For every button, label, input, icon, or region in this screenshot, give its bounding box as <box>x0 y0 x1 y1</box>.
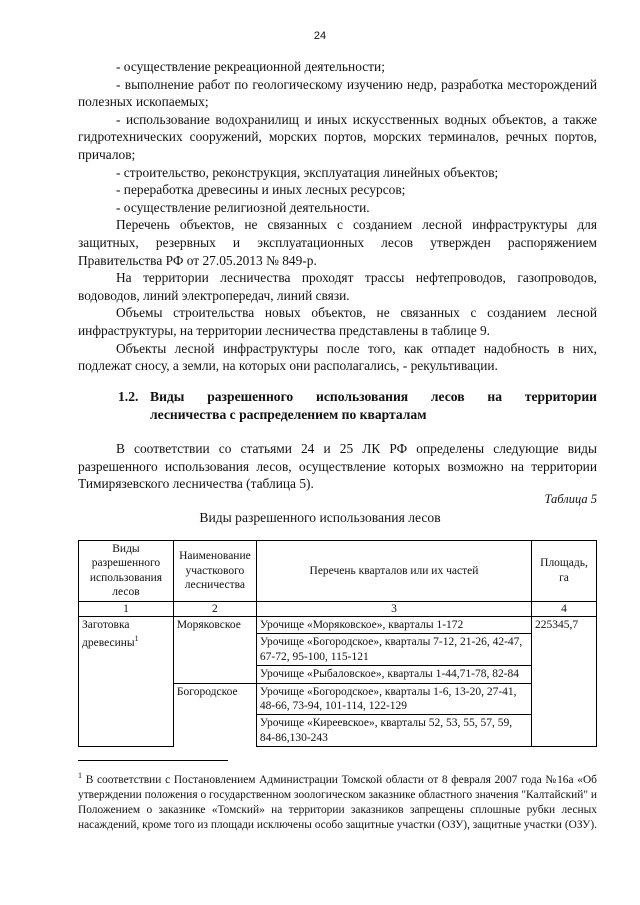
list-item-wood-processing: - переработка древесины и иных лесных ресурсов; <box>116 182 406 198</box>
cell-use-type: Заготовка древесины$^1$ <box>79 617 174 747</box>
cell-area: 225345,7 <box>532 617 597 747</box>
header-quarters: Перечень кварталов или их частей <box>256 541 531 602</box>
cell-quarters: Урочище «Богородское», кварталы 7-12, 21-26, 42-47, 67-72, 95-100, 115-121 <box>256 634 531 666</box>
list-item-recreation: - осуществление рекреационной деятельности; <box>116 59 385 74</box>
header-use-type: Виды разрешенного использования лесов <box>79 541 174 602</box>
table-column-numbers-row <box>79 601 597 616</box>
section-title-line2: лесничества с распределением по кварталам <box>150 406 427 422</box>
col-number-1: 1 <box>79 601 174 616</box>
footnote <box>78 768 597 833</box>
col-number-3: 3 <box>256 601 531 616</box>
col-number-4: 4 <box>532 601 597 616</box>
section-title-line1: Виды разрешенного использования лесов на территории <box>150 389 597 404</box>
paragraph-intro: В соответствии со статьями 24 и 25 ЛК РФ определены следующие виды разрешенного использования лесов, осуществление которых возможно на территории Тимирязевского лесничества (таблица 5). <box>78 441 597 492</box>
page-number: 24 <box>313 30 327 42</box>
header-area: Площадь, га <box>532 541 597 602</box>
footnote-separator <box>78 760 228 761</box>
cell-forestry-moryakovskoe: Моряковское <box>173 617 256 684</box>
table-title: Виды разрешенного использования лесов <box>199 510 441 525</box>
footnote-text: В соответствии с Постановлением Администрации Томской области от 8 февраля 2007 года №16а «Об утверждении положения о государственном зоологическом заказнике областного значения "Калтайский" и Положением о заказнике «Томский» на территории заказников запрещены сплошные рубки лесных насаждений, кроме того из площади исключены особо защитные участки (ОЗУ), защитные участки (ОЗУ). <box>78 773 597 831</box>
cell-quarters: Урочище «Рыбаловское», кварталы 1-44,71-78, 82-84 <box>256 666 531 683</box>
footnote-ref: 1 <box>134 634 139 644</box>
paragraph-pipelines: На территории лесничества проходят трассы нефтепроводов, газопроводов, водоводов, линий электропередач, линий связи. <box>78 270 597 303</box>
cell-quarters: Урочище «Богородское», кварталы 1-6, 13-20, 27-41, 48-66, 73-94, 101-114, 122-129 <box>256 683 531 715</box>
paragraph-objects-list: Перечень объектов, не связанных с созданием лесной инфраструктуры для защитных, резервных и эксплуатационных лесов утвержден распоряжением Правительства РФ от 27.05.2013 № 849-р. <box>78 217 597 268</box>
list-item-water-objects: - использование водохранилищ и иных искусственных водных объектов, а также гидротехнических сооружений, морских портов, морских терминалов, речных портов, причалов; <box>78 111 597 162</box>
use-types-table <box>78 540 597 747</box>
section-number: 1.2. <box>118 389 139 404</box>
table-row <box>79 617 597 634</box>
table-header-row <box>79 541 597 602</box>
list-item-geology: - выполнение работ по геологическому изучению недр, разработка месторождений полезных ископаемых; <box>78 76 597 110</box>
header-forestry: Наименование участкового лесничества <box>173 541 256 602</box>
table-label: Таблица 5 <box>544 492 597 506</box>
cell-quarters: Урочище «Моряковское», кварталы 1-172 <box>256 617 531 634</box>
cell-quarters: Урочище «Киреевское», кварталы 52, 53, 55, 57, 59, 84-86,130-243 <box>256 715 531 747</box>
section-heading <box>118 388 597 423</box>
body-text <box>78 58 597 375</box>
col-number-2: 2 <box>173 601 256 616</box>
paragraph-recultivation: Объекты лесной инфраструктуры после того, как отпадет надобность в них, подлежат сносу, а земли, на которых они располагались, - рекультивации. <box>78 340 597 374</box>
footnote-mark: 1 <box>78 771 82 780</box>
cell-forestry-bogorodskoe: Богородское <box>173 683 256 747</box>
paragraph-construction-volumes: Объемы строительства новых объектов, не связанных с созданием лесной инфраструктуры, на территории лесничества представлены в таблице 9. <box>78 305 597 338</box>
list-item-linear-objects: - строительство, реконструкция, эксплуатация линейных объектов; <box>116 164 499 180</box>
list-item-religious: - осуществление религиозной деятельности. <box>116 199 370 215</box>
